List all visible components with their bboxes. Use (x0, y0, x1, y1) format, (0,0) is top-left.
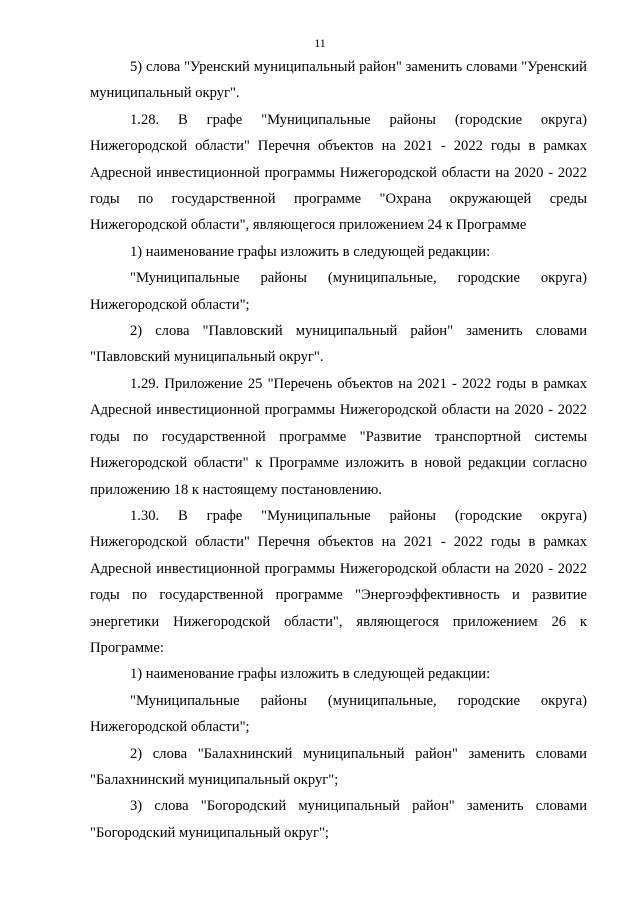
paragraph-item-5-urensky: 5) слова "Уренский муниципальный район" заменить словами "Уренский муниципальный округ". (90, 59, 587, 102)
document-body (90, 54, 587, 846)
paragraph-1-30-item-2: 2) слова "Балахнинский муниципальный район" заменить словами "Балахнинский муниципальный округ"; (90, 745, 587, 788)
paragraph-clause-1-28: 1.28. В графе "Муниципальные районы (городские округа) Нижегородской области" Перечня объектов на 2021 - 2022 годы в рамках Адресной инвестиционной программы Нижегородской области на 2020 - 2022 годы по государственной программе "Охрана окружающей среды Нижегородской области", являющегося приложением 24 к Программе (90, 111, 587, 234)
paragraph-clause-1-29: 1.29. Приложение 25 "Перечень объектов на 2021 - 2022 годы в рамках Адресной инвестиционной программы Нижегородской области на 2020 - 2022 годы по государственной программе "Развитие транспортной системы Нижегородской области" к Программе изложить в новой редакции согласно приложению 18 к настоящему постановлению. (90, 375, 587, 498)
paragraph-clause-1-30: 1.30. В графе "Муниципальные районы (городские округа) Нижегородской области" Перечня объектов на 2021 - 2022 годы в рамках Адресной инвестиционной программы Нижегородской области на 2020 - 2022 годы по государственной программе "Энергоэффективность и развитие энергетики Нижегородской области", являющегося приложением 26 к Программе: (90, 507, 587, 656)
page-number: 11 (314, 36, 326, 50)
paragraph-1-28-item-2: 2) слова "Павловский муниципальный район" заменить словами "Павловский муниципальный округ". (90, 323, 587, 366)
paragraph-1-28-new-heading: "Муниципальные районы (муниципальные, городские округа) Нижегородской области"; (90, 270, 587, 313)
paragraph-1-30-new-heading: "Муниципальные районы (муниципальные, городские округа) Нижегородской области"; (90, 692, 587, 736)
paragraph-1-30-item-3: 3) слова "Богородский муниципальный район" заменить словами "Богородский муниципальный округ"; (90, 798, 587, 841)
paragraph-1-28-item-1: 1) наименование графы изложить в следующей редакции: (130, 243, 491, 260)
paragraph-1-30-item-1: 1) наименование графы изложить в следующей редакции: (130, 666, 491, 683)
